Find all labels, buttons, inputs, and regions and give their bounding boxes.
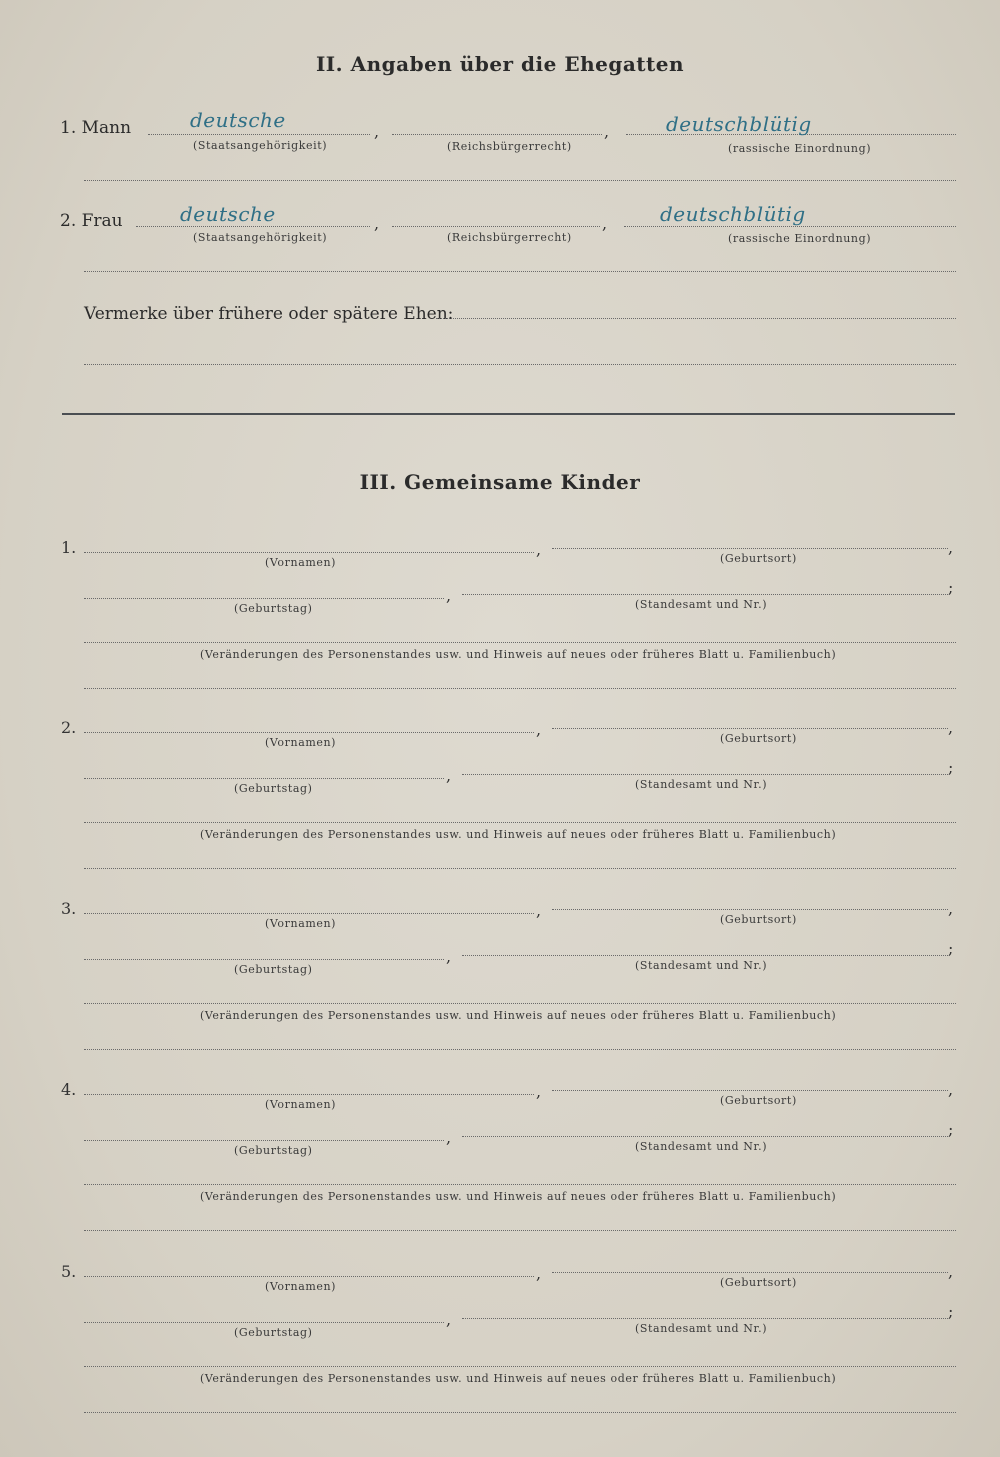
woman-citizenship-field[interactable] [392, 226, 600, 227]
caption-first-names: (Vornamen) [265, 736, 337, 749]
child-changes-field[interactable] [84, 1003, 956, 1004]
child-changes-field-line-2[interactable] [84, 868, 956, 869]
caption-registry: (Standesamt und Nr.) [635, 598, 768, 611]
woman-label: 2. Frau [60, 211, 123, 231]
caption-changes: (Veränderungen des Personenstandes usw. und Hinweis auf neues oder früheres Blatt u. Familienbuch) [200, 648, 837, 661]
child-first-names-field[interactable] [84, 913, 534, 914]
section-divider [62, 413, 955, 415]
caption-registry: (Standesamt und Nr.) [635, 778, 768, 791]
child-changes-field[interactable] [84, 642, 956, 643]
caption-birthday: (Geburtstag) [234, 602, 313, 615]
caption-first-names: (Vornamen) [265, 1098, 337, 1111]
man-citizenship-field[interactable] [392, 134, 602, 135]
man-label: 1. Mann [60, 118, 132, 138]
man-extra-line[interactable] [84, 180, 956, 181]
caption-changes: (Veränderungen des Personenstandes usw. und Hinweis auf neues oder früheres Blatt u. Familienbuch) [200, 1009, 837, 1022]
child-birthplace-field[interactable] [552, 1272, 948, 1273]
caption-birthplace: (Geburtsort) [720, 732, 797, 745]
child-first-names-field[interactable] [84, 732, 534, 733]
caption-changes: (Veränderungen des Personenstandes usw. und Hinweis auf neues oder früheres Blatt u. Familienbuch) [200, 828, 837, 841]
child-first-names-field[interactable] [84, 552, 534, 553]
caption-changes: (Veränderungen des Personenstandes usw. und Hinweis auf neues oder früheres Blatt u. Familienbuch) [200, 1372, 837, 1385]
woman-extra-line[interactable] [84, 271, 956, 272]
caption-birthplace: (Geburtsort) [720, 1276, 797, 1289]
child-number: 5. [61, 1262, 77, 1281]
remarks-field-line-2[interactable] [84, 364, 956, 365]
caption-citizenship: (Reichsbürgerrecht) [447, 231, 572, 244]
woman-nationality-value: deutsche [180, 202, 276, 226]
caption-birthday: (Geburtstag) [234, 1326, 313, 1339]
child-changes-field-line-2[interactable] [84, 1230, 956, 1231]
child-first-names-field[interactable] [84, 1276, 534, 1277]
child-changes-field[interactable] [84, 822, 956, 823]
child-number: 1. [61, 538, 77, 557]
caption-nationality: (Staatsangehörigkeit) [193, 231, 328, 244]
caption-birthday: (Geburtstag) [234, 963, 313, 976]
child-registry-field[interactable] [462, 774, 948, 775]
caption-citizenship: (Reichsbürgerrecht) [447, 140, 572, 153]
caption-registry: (Standesamt und Nr.) [635, 1322, 768, 1335]
child-birthday-field[interactable] [84, 959, 444, 960]
caption-first-names: (Vornamen) [265, 556, 337, 569]
child-changes-field-line-2[interactable] [84, 1049, 956, 1050]
man-nationality-value: deutsche [190, 108, 286, 132]
woman-race-field[interactable] [624, 226, 956, 227]
section-2-title: II. Angaben über die Ehegatten [315, 52, 685, 76]
child-birthday-field[interactable] [84, 1322, 444, 1323]
child-registry-field[interactable] [462, 1136, 948, 1137]
caption-changes: (Veränderungen des Personenstandes usw. und Hinweis auf neues oder früheres Blatt u. Familienbuch) [200, 1190, 837, 1203]
child-changes-field-line-2[interactable] [84, 1412, 956, 1413]
caption-birthplace: (Geburtsort) [720, 552, 797, 565]
child-changes-field-line-2[interactable] [84, 688, 956, 689]
remarks-field[interactable] [436, 318, 956, 319]
caption-birthplace: (Geburtsort) [720, 913, 797, 926]
child-registry-field[interactable] [462, 594, 948, 595]
caption-birthday: (Geburtstag) [234, 1144, 313, 1157]
child-birthplace-field[interactable] [552, 909, 948, 910]
caption-race: (rassische Einordnung) [728, 232, 872, 245]
caption-birthplace: (Geburtsort) [720, 1094, 797, 1107]
child-number: 3. [61, 899, 77, 918]
child-birthday-field[interactable] [84, 778, 444, 779]
child-changes-field[interactable] [84, 1184, 956, 1185]
man-nationality-field[interactable] [148, 134, 370, 135]
caption-birthday: (Geburtstag) [234, 782, 313, 795]
child-birthplace-field[interactable] [552, 1090, 948, 1091]
remarks-label: Vermerke über frühere oder spätere Ehen: [84, 304, 454, 324]
child-registry-field[interactable] [462, 955, 948, 956]
woman-nationality-field[interactable] [136, 226, 370, 227]
child-first-names-field[interactable] [84, 1094, 534, 1095]
caption-first-names: (Vornamen) [265, 1280, 337, 1293]
caption-registry: (Standesamt und Nr.) [635, 1140, 768, 1153]
section-3-title: III. Gemeinsame Kinder [359, 470, 641, 494]
form-page: II. Angaben über die Ehegatten 1. Mann deutsche , , deutschblütig (Staatsangehörigkeit) (Reichsbürgerrecht) (rassische Einordnung) 2. Frau deutsche , , deutschblütig (Staatsangehörigkeit) (Reichsbürgerrecht) (rassische Einordnung) Vermerke über frühere oder spätere Ehen: III. Gemeinsame Kinder 1. , , (Vornamen) (Geburtsort) , ; (Geburtstag) (Standesamt und Nr.) (Veränderungen des Personenstandes usw. und Hinweis auf neues oder früheres Blatt u. Familienbuch) 2. , , (Vornamen) (Geburtsort) , ; (Geburtstag) (Standesamt und Nr.) (Veränderungen des Personenstandes usw. und Hinweis auf neues oder früheres Blatt u. Familienbuch) 3. , , (Vornamen) (Geburtsort) , ; (Geburtstag) (Standesamt und Nr.) (Veränderungen des Personenstandes usw. und Hinweis auf neues oder früheres Blatt u. Familienbuch) 4. , , (Vornamen) (Geburtsort) , ; (Geburtstag) (Standesamt und Nr.) (Veränderungen des Personenstandes usw. und Hinweis auf neues oder früheres Blatt u. Familienbuch) 5. , , (Vornamen) (Geburtsort) , ; (Geburtstag) (Standesamt und Nr.) (Veränderungen des Personenstandes usw. und Hinweis auf neues oder früheres Blatt u. Familienbuch) [0, 0, 1000, 1457]
child-birthday-field[interactable] [84, 1140, 444, 1141]
child-number: 4. [61, 1080, 77, 1099]
child-changes-field[interactable] [84, 1366, 956, 1367]
caption-first-names: (Vornamen) [265, 917, 337, 930]
caption-registry: (Standesamt und Nr.) [635, 959, 768, 972]
child-birthplace-field[interactable] [552, 548, 948, 549]
caption-nationality: (Staatsangehörigkeit) [193, 139, 328, 152]
woman-race-value: deutschblütig [660, 202, 806, 226]
child-birthplace-field[interactable] [552, 728, 948, 729]
caption-race: (rassische Einordnung) [728, 142, 872, 155]
man-race-value: deutschblütig [666, 112, 812, 136]
child-registry-field[interactable] [462, 1318, 948, 1319]
child-number: 2. [61, 718, 77, 737]
child-birthday-field[interactable] [84, 598, 444, 599]
